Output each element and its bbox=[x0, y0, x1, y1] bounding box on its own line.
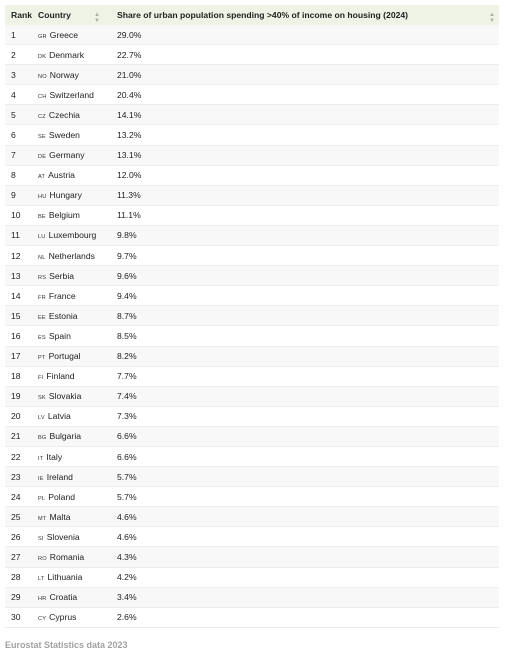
value-cell: 8.2% bbox=[117, 351, 137, 362]
table-row bbox=[5, 186, 499, 206]
country-cell bbox=[32, 251, 111, 261]
table-row bbox=[5, 125, 499, 145]
table-body bbox=[5, 25, 499, 628]
country-name: Latvia bbox=[47, 411, 71, 422]
rank-cell: 12 bbox=[11, 250, 21, 261]
table-row bbox=[5, 65, 499, 85]
country-code: NL bbox=[38, 254, 46, 261]
country-code: CY bbox=[38, 616, 47, 623]
country-cell bbox=[32, 452, 111, 462]
country-code: RO bbox=[38, 555, 47, 562]
country-name: France bbox=[48, 290, 76, 301]
table-row bbox=[5, 387, 499, 407]
country-code: SK bbox=[38, 395, 46, 402]
value-cell: 6.6% bbox=[117, 451, 137, 462]
country-code: GR bbox=[38, 33, 47, 40]
rank-cell: 5 bbox=[11, 109, 16, 120]
country-code: MT bbox=[38, 515, 47, 522]
country-name: Switzerland bbox=[49, 89, 94, 100]
country-cell bbox=[32, 130, 111, 140]
country-name: Malta bbox=[49, 511, 71, 522]
table-row bbox=[5, 347, 499, 367]
country-code: CZ bbox=[38, 113, 46, 120]
country-code: ES bbox=[38, 334, 46, 341]
table-row bbox=[5, 246, 499, 266]
value-cell: 11.3% bbox=[117, 190, 141, 201]
country-name: Romania bbox=[49, 551, 85, 562]
value-cell: 2.6% bbox=[117, 612, 137, 623]
value-cell: 5.7% bbox=[117, 471, 137, 482]
value-column-header[interactable] bbox=[111, 10, 499, 24]
table-row bbox=[5, 306, 499, 326]
rank-cell: 6 bbox=[11, 130, 16, 141]
country-name: Cyprus bbox=[49, 612, 77, 623]
value-cell: 5.7% bbox=[117, 491, 137, 502]
table-row bbox=[5, 206, 499, 226]
table-row bbox=[5, 407, 499, 427]
country-name: Austria bbox=[48, 170, 75, 181]
value-cell: 20.4% bbox=[117, 89, 142, 100]
country-cell bbox=[32, 371, 111, 381]
rank-header-label: Rank bbox=[11, 10, 33, 20]
country-name: Serbia bbox=[49, 270, 75, 281]
rank-cell: 4 bbox=[11, 89, 16, 100]
country-name: Spain bbox=[48, 330, 71, 341]
country-cell bbox=[32, 431, 111, 441]
rank-cell: 20 bbox=[11, 411, 21, 422]
country-cell bbox=[32, 30, 111, 40]
country-cell bbox=[32, 612, 111, 622]
value-cell: 7.7% bbox=[117, 371, 137, 382]
rank-cell: 1 bbox=[11, 29, 16, 40]
value-header-label: Share of urban population spending >40% of income on housing (2024) bbox=[117, 10, 409, 20]
country-cell bbox=[32, 271, 111, 281]
table-row bbox=[5, 447, 499, 467]
country-code: SE bbox=[38, 134, 46, 141]
country-name: Poland bbox=[48, 491, 76, 502]
table-header bbox=[5, 5, 499, 25]
country-code: EE bbox=[38, 314, 46, 321]
country-name: Greece bbox=[49, 29, 78, 40]
rank-cell: 28 bbox=[11, 572, 21, 583]
rank-cell: 2 bbox=[11, 49, 16, 60]
country-cell bbox=[32, 210, 111, 220]
country-code: PL bbox=[38, 495, 46, 502]
country-name: Slovenia bbox=[46, 531, 80, 542]
country-name: Lithuania bbox=[47, 572, 83, 583]
country-cell bbox=[32, 331, 111, 341]
country-cell bbox=[32, 492, 111, 502]
rank-cell: 23 bbox=[11, 471, 21, 482]
value-cell: 7.4% bbox=[117, 391, 137, 402]
value-cell: 8.5% bbox=[117, 330, 137, 341]
rank-cell: 25 bbox=[11, 511, 21, 522]
rank-cell: 29 bbox=[11, 592, 21, 603]
country-code: HU bbox=[38, 194, 47, 201]
table-row bbox=[5, 427, 499, 447]
value-cell: 9.8% bbox=[117, 230, 137, 241]
country-code: PT bbox=[38, 355, 46, 362]
country-name: Germany bbox=[49, 150, 85, 161]
rank-cell: 9 bbox=[11, 190, 16, 201]
country-code: LU bbox=[38, 234, 46, 241]
country-cell bbox=[32, 90, 111, 100]
country-cell bbox=[32, 552, 111, 562]
rank-cell: 18 bbox=[11, 371, 21, 382]
country-name: Italy bbox=[46, 451, 63, 462]
country-code: CH bbox=[38, 93, 47, 100]
table-row bbox=[5, 85, 499, 105]
rank-cell: 22 bbox=[11, 451, 21, 462]
rank-cell: 8 bbox=[11, 170, 16, 181]
value-cell: 29.0% bbox=[117, 29, 142, 40]
rank-cell: 14 bbox=[11, 290, 21, 301]
table-row bbox=[5, 487, 499, 507]
country-cell bbox=[32, 532, 111, 542]
table-row bbox=[5, 166, 499, 186]
source-caption: Eurostat Statistics data 2023 bbox=[5, 640, 128, 650]
rank-cell: 30 bbox=[11, 612, 21, 623]
country-name: Norway bbox=[49, 69, 79, 80]
table-row bbox=[5, 105, 499, 125]
country-name: Belgium bbox=[48, 210, 80, 221]
rank-cell: 17 bbox=[11, 351, 21, 362]
value-cell: 14.1% bbox=[117, 109, 142, 120]
value-cell: 9.6% bbox=[117, 270, 137, 281]
country-name: Finland bbox=[46, 371, 75, 382]
country-header-label: Country bbox=[38, 10, 71, 20]
table-row bbox=[5, 608, 499, 628]
country-code: AT bbox=[38, 174, 46, 181]
country-cell bbox=[32, 170, 111, 180]
country-code: NO bbox=[38, 73, 47, 80]
rank-cell: 21 bbox=[11, 431, 21, 442]
table-row bbox=[5, 568, 499, 588]
country-cell bbox=[32, 291, 111, 301]
country-cell bbox=[32, 150, 111, 160]
value-cell: 13.2% bbox=[117, 130, 142, 141]
table-row bbox=[5, 467, 499, 487]
value-cell: 6.6% bbox=[117, 431, 137, 442]
value-cell: 12.0% bbox=[117, 170, 142, 181]
country-code: DE bbox=[38, 154, 47, 161]
value-cell: 4.6% bbox=[117, 531, 137, 542]
country-name: Netherlands bbox=[48, 250, 95, 261]
country-code: IE bbox=[38, 475, 44, 482]
country-code: LT bbox=[38, 576, 45, 583]
country-column-header[interactable] bbox=[32, 10, 111, 24]
country-name: Bulgaria bbox=[49, 431, 82, 442]
country-cell bbox=[32, 190, 111, 200]
value-cell: 8.7% bbox=[117, 310, 137, 321]
value-cell: 4.6% bbox=[117, 511, 137, 522]
rank-cell: 15 bbox=[11, 310, 21, 321]
country-cell bbox=[32, 512, 111, 522]
country-cell bbox=[32, 50, 111, 60]
country-cell bbox=[32, 110, 111, 120]
value-cell: 13.1% bbox=[117, 150, 142, 161]
table-row bbox=[5, 286, 499, 306]
country-code: HR bbox=[38, 596, 47, 603]
country-cell bbox=[32, 230, 111, 240]
value-cell: 3.4% bbox=[117, 592, 137, 603]
country-code: LV bbox=[38, 415, 45, 422]
country-cell bbox=[32, 411, 111, 421]
rank-cell: 19 bbox=[11, 391, 21, 402]
sort-arrows-icon[interactable]: ▲ ▼ bbox=[489, 12, 495, 24]
value-cell: 7.3% bbox=[117, 411, 137, 422]
table-row bbox=[5, 146, 499, 166]
rank-cell: 27 bbox=[11, 551, 21, 562]
country-cell bbox=[32, 572, 111, 582]
rank-cell: 11 bbox=[11, 230, 20, 241]
country-name: Czechia bbox=[48, 109, 80, 120]
country-name: Hungary bbox=[49, 190, 82, 201]
sort-arrows-icon[interactable]: ▲ ▼ bbox=[94, 12, 100, 24]
data-table bbox=[5, 5, 499, 628]
country-code: BG bbox=[38, 435, 47, 442]
table-row bbox=[5, 547, 499, 567]
country-cell bbox=[32, 391, 111, 401]
value-cell: 4.3% bbox=[117, 551, 137, 562]
rank-cell: 7 bbox=[11, 150, 16, 161]
country-cell bbox=[32, 351, 111, 361]
value-cell: 9.4% bbox=[117, 290, 137, 301]
value-cell: 21.0% bbox=[117, 69, 142, 80]
table-row bbox=[5, 226, 499, 246]
value-cell: 4.2% bbox=[117, 572, 137, 583]
rank-cell: 10 bbox=[11, 210, 21, 221]
country-cell bbox=[32, 70, 111, 80]
country-name: Croatia bbox=[49, 592, 78, 603]
country-cell bbox=[32, 472, 111, 482]
rank-cell: 3 bbox=[11, 69, 16, 80]
rank-cell: 26 bbox=[11, 531, 21, 542]
value-cell: 11.1% bbox=[117, 210, 141, 221]
country-name: Ireland bbox=[46, 471, 73, 482]
country-name: Luxembourg bbox=[48, 230, 97, 241]
country-code: RS bbox=[38, 274, 47, 281]
country-name: Portugal bbox=[48, 351, 81, 362]
table-row bbox=[5, 45, 499, 65]
country-name: Slovakia bbox=[48, 391, 82, 402]
country-code: DK bbox=[38, 53, 47, 60]
country-cell bbox=[32, 311, 111, 321]
value-cell: 9.7% bbox=[117, 250, 137, 261]
country-cell bbox=[32, 592, 111, 602]
table-row bbox=[5, 25, 499, 45]
rank-cell: 16 bbox=[11, 330, 21, 341]
value-cell: 22.7% bbox=[117, 49, 142, 60]
rank-column-header[interactable] bbox=[5, 10, 32, 20]
country-code: FR bbox=[38, 294, 46, 301]
country-code: IT bbox=[38, 455, 44, 462]
country-code: SI bbox=[38, 535, 44, 542]
country-name: Denmark bbox=[49, 49, 85, 60]
rank-cell: 13 bbox=[11, 270, 21, 281]
country-code: BE bbox=[38, 214, 46, 221]
rank-cell: 24 bbox=[11, 491, 21, 502]
country-code: FI bbox=[38, 375, 44, 382]
table-row bbox=[5, 507, 499, 527]
country-name: Estonia bbox=[48, 310, 78, 321]
table-row bbox=[5, 527, 499, 547]
table-row bbox=[5, 588, 499, 608]
table-row bbox=[5, 266, 499, 286]
country-name: Sweden bbox=[48, 130, 80, 141]
table-row bbox=[5, 367, 499, 387]
table-row bbox=[5, 326, 499, 346]
